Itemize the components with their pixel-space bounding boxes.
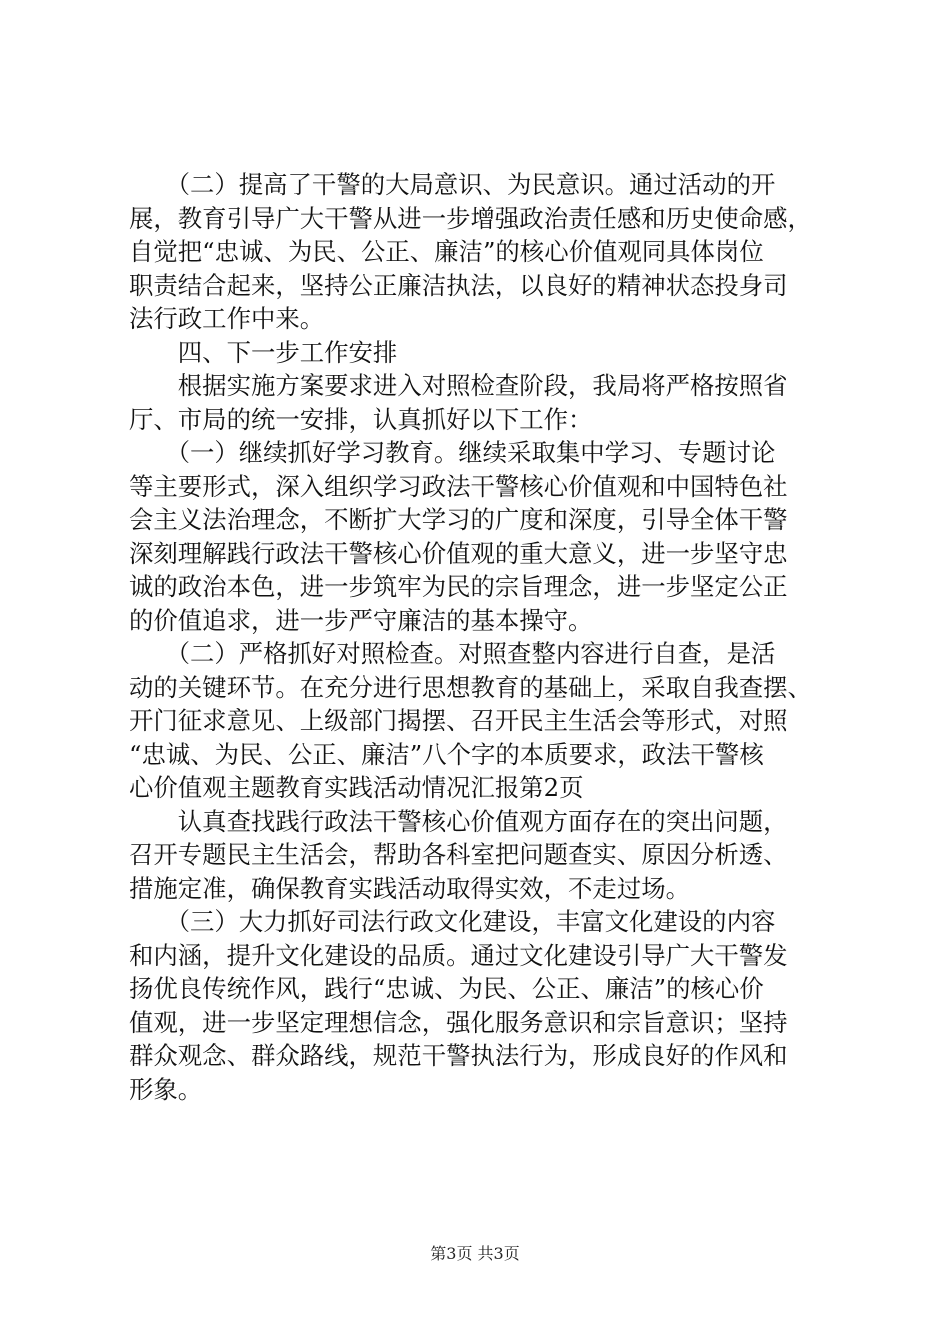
text-line: 等主要形式，深入组织学习政法干警核心价值观和中国特色社 <box>129 471 788 501</box>
text-line: （二）提高了干警的大局意识、为民意识。通过活动的开 <box>129 170 776 199</box>
text-line: 形象。 <box>129 1074 203 1104</box>
text-line: 自觉把“忠诚、为民、公正、廉洁”的核心价值观同具体岗位 <box>129 237 764 266</box>
text-line: （三）大力抓好司法行政文化建设，丰富文化建设的内容 <box>129 907 776 936</box>
page-footer: 第3页 共3页 <box>430 1244 520 1263</box>
text-line: 职责结合起来，坚持公正廉洁执法，以良好的精神状态投身司 <box>129 270 788 300</box>
text-line: “忠诚、为民、公正、廉洁”八个字的本质要求，政法干警核 <box>129 739 764 769</box>
text-line: 措施定准，确保教育实践活动取得实效，不走过场。 <box>129 873 690 903</box>
text-line: 和内涵，提升文化建设的品质。通过文化建设引导广大干警发 <box>129 940 788 970</box>
text-line: 深刻理解践行政法干警核心价值观的重大意义，进一步坚守忠 <box>129 538 788 568</box>
text-line: 的价值追求，进一步严守廉洁的基本操守。 <box>129 605 593 635</box>
text-line: 群众观念、群众路线，规范干警执法行为，形成良好的作风和 <box>129 1041 788 1070</box>
text-line: 根据实施方案要求进入对照检查阶段，我局将严格按照省 <box>129 371 788 400</box>
text-line: 展，教育引导广大干警从进一步增强政治责任感和历史使命感， <box>129 203 812 233</box>
text-line: 开门征求意见、上级部门揭摆、召开民主生活会等形式，对照 <box>129 706 788 735</box>
text-line: 扬优良传统作风，践行“忠诚、为民、公正、廉洁”的核心价 <box>129 974 764 1003</box>
text-line: 厅、市局的统一安排，认真抓好以下工作： <box>129 404 593 434</box>
document-body <box>129 168 829 1106</box>
text-line: 会主义法治理念，不断扩大学习的广度和深度，引导全体干警 <box>129 505 788 534</box>
text-line: 诚的政治本色，进一步筑牢为民的宗旨理念，进一步坚定公正 <box>129 572 788 601</box>
text-line: 动的关键环节。在充分进行思想教育的基础上，采取自我查摆、 <box>129 672 812 702</box>
text-line: 召开专题民主生活会，帮助各科室把问题查实、原因分析透、 <box>129 840 788 869</box>
text-line: 值观，进一步坚定理想信念，强化服务意识和宗旨意识；坚持 <box>129 1007 788 1037</box>
text-line: （一）继续抓好学习教育。继续采取集中学习、专题讨论 <box>129 438 776 467</box>
text-line: 认真查找践行政法干警核心价值观方面存在的突出问题， <box>129 806 788 836</box>
section-heading: 四、下一步工作安排 <box>129 337 398 367</box>
text-line: 法行政工作中来。 <box>129 304 325 333</box>
text-line: 心价值观主题教育实践活动情况汇报第2页 <box>129 773 584 802</box>
text-line: （二）严格抓好对照检查。对照查整内容进行自查，是活 <box>129 639 776 668</box>
